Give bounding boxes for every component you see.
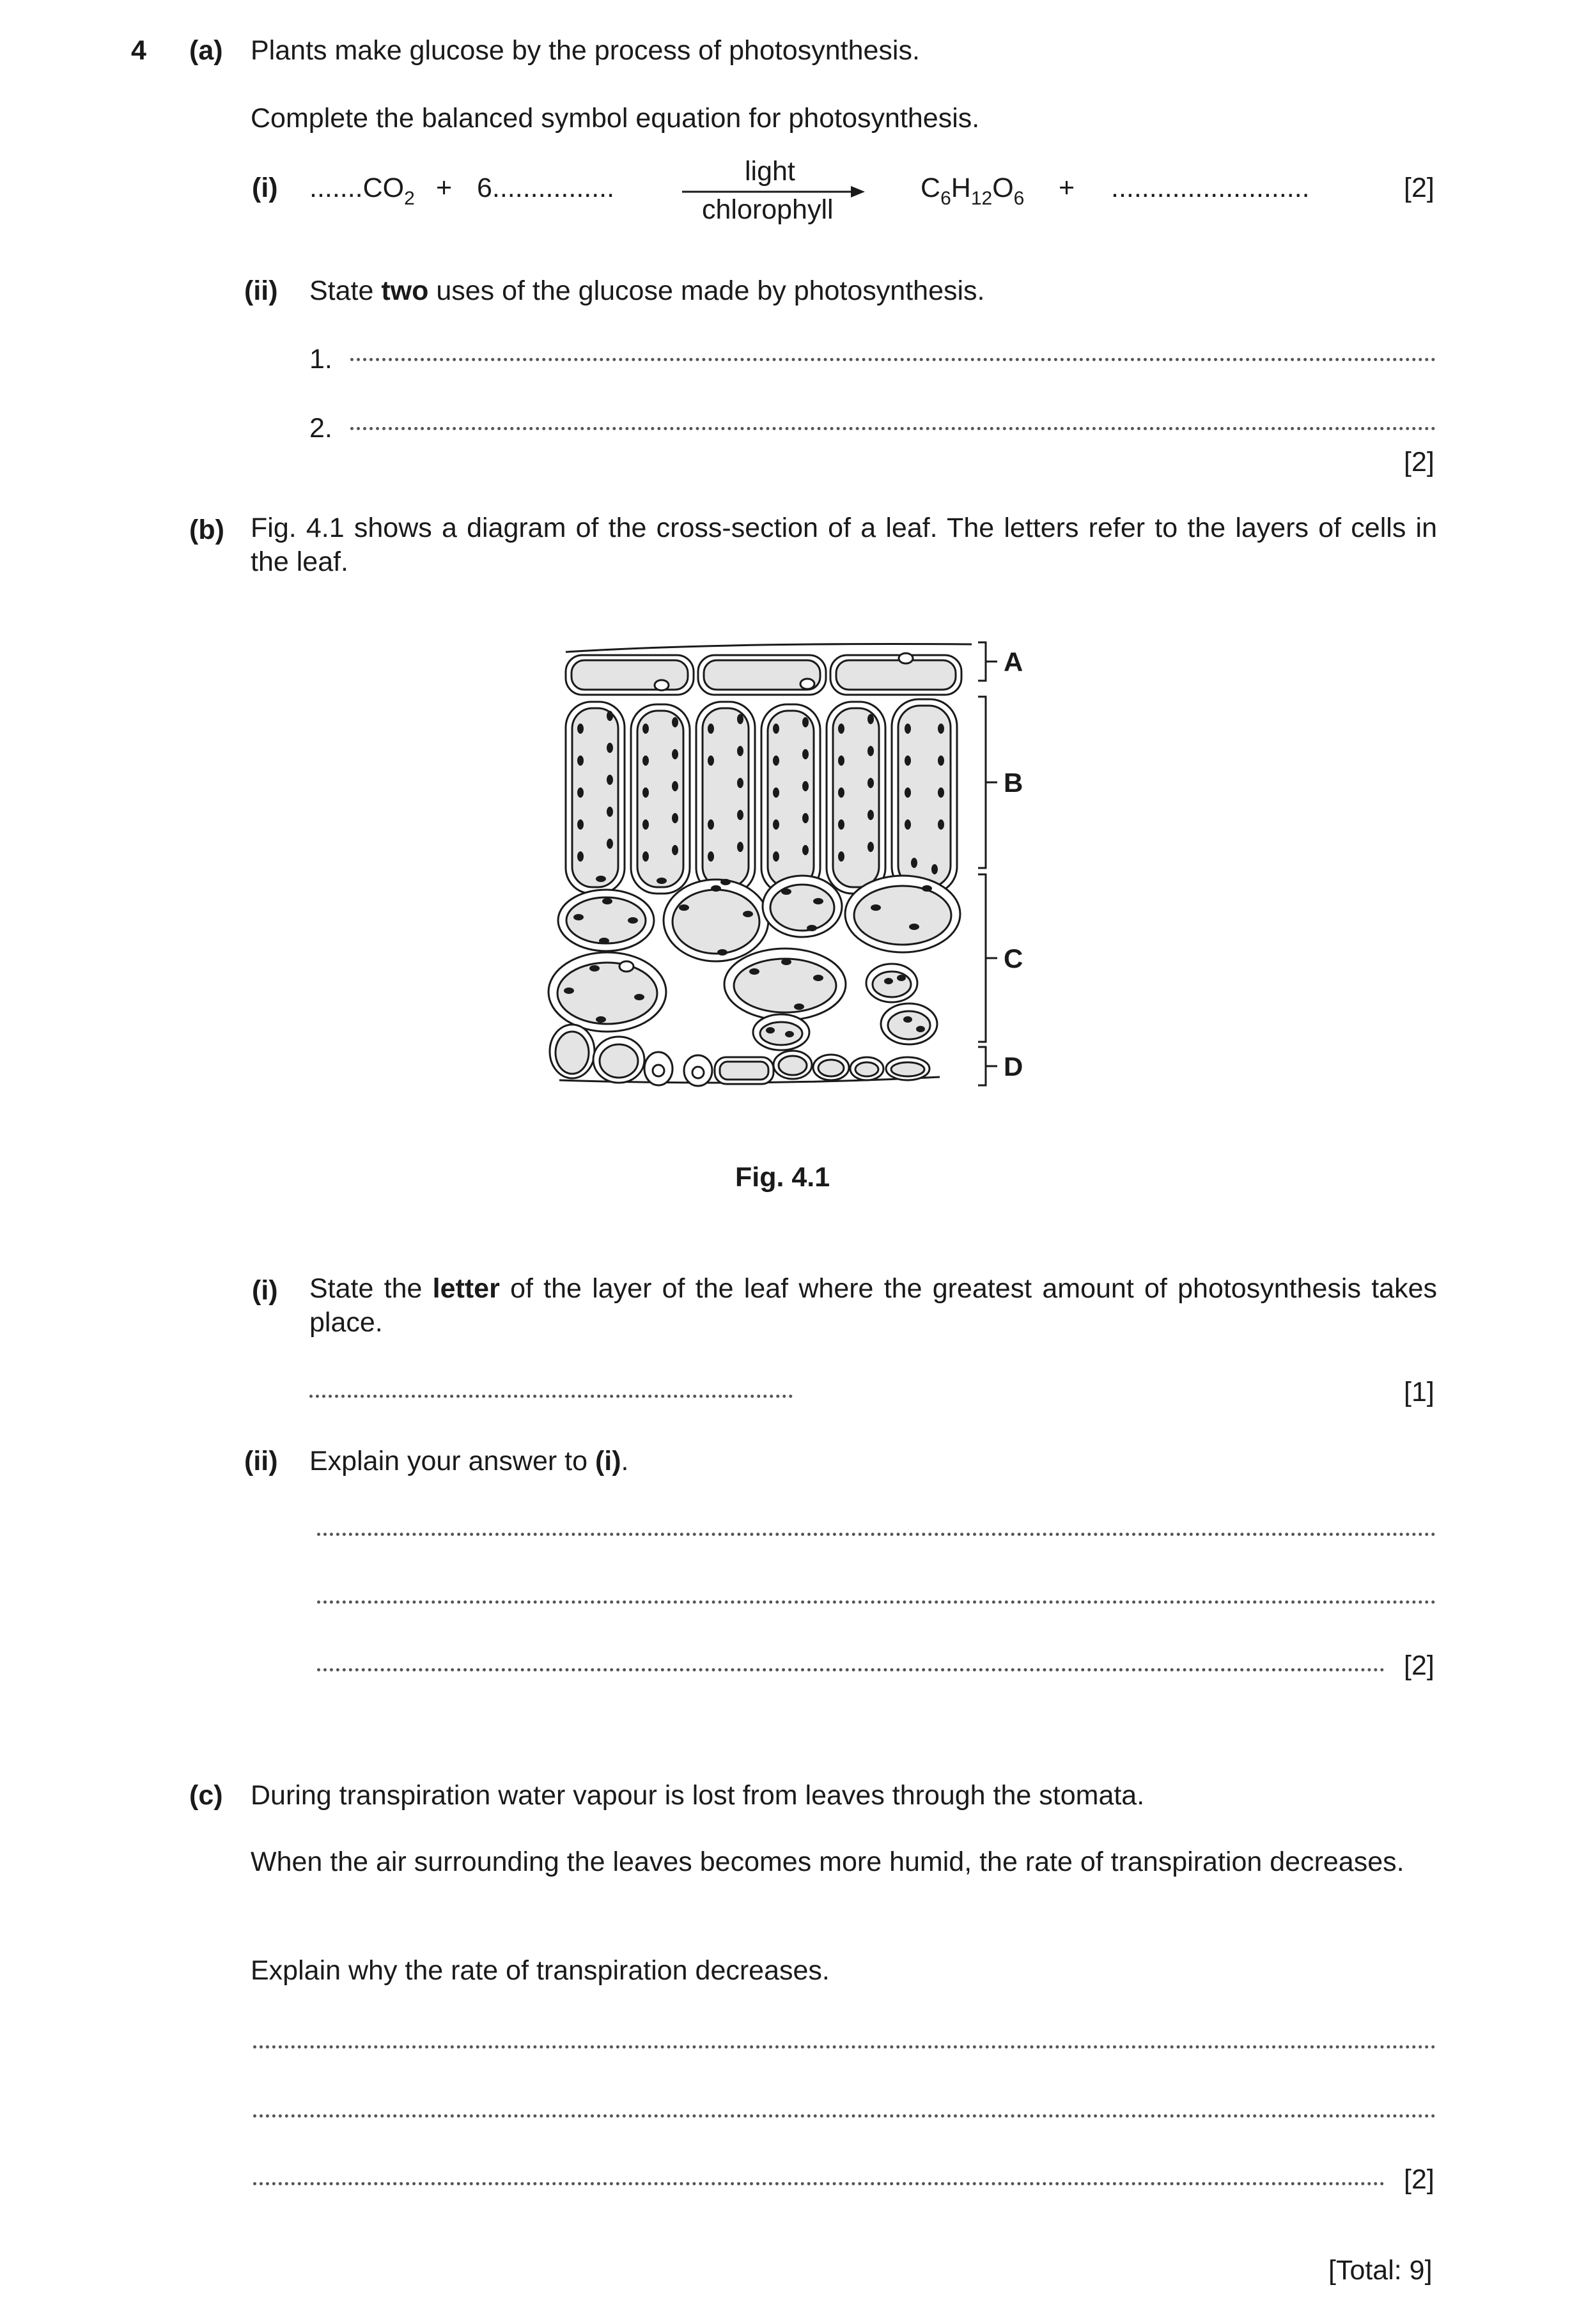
part-c-marks: [2] — [1404, 2164, 1434, 2195]
figure-caption: Fig. 4.1 — [735, 1162, 830, 1193]
part-a-intro: Plants make glucose by the process of photosynthesis. — [251, 35, 920, 66]
equation-lhs-second[interactable]: 6................ — [477, 173, 615, 203]
part-b-ii-answer-line-1[interactable] — [317, 1533, 1436, 1536]
arrow-condition-light: light — [745, 156, 795, 187]
part-c-question: Explain why the rate of transpiration decreases. — [251, 1955, 830, 1986]
part-b-i-answer-line[interactable] — [309, 1395, 793, 1398]
equation-glucose: $C_6H_{12}O_6$ — [921, 173, 1025, 209]
part-a-label: (a) — [189, 35, 223, 66]
part-a-ii-marks: [2] — [1404, 447, 1434, 477]
part-b-ii-answer-line-2[interactable] — [317, 1600, 1436, 1604]
part-c-intro: During transpiration water vapour is lost from leaves through the stomata. — [251, 1780, 1145, 1811]
answer-line-2[interactable] — [350, 427, 1436, 430]
equation-lhs-co2[interactable] — [309, 173, 415, 209]
layer-label-a: A — [1004, 647, 1023, 677]
part-a-instruction: Complete the balanced symbol equation for photosynthesis. — [251, 103, 980, 134]
layer-label-c: C — [1004, 943, 1023, 973]
co2-blank: .......CO — [309, 173, 405, 203]
part-b-i-text: State the letter of the layer of the leaf where the greatest amount of photosynthesis takes place. — [309, 1273, 1437, 1338]
part-b-ii-answer-line-3[interactable] — [317, 1668, 1385, 1671]
answer-line-1[interactable] — [350, 358, 1436, 361]
equation-rhs-blank[interactable]: .......................... — [1111, 173, 1310, 203]
part-c-context: When the air surrounding the leaves becomes more humid, the rate of transpiration decreases. — [251, 1847, 1404, 1877]
equation-plus-1: + — [436, 173, 453, 203]
part-a-ii-label: (ii) — [244, 275, 278, 306]
total-marks: [Total: 9] — [1328, 2255, 1433, 2286]
part-a-i-label: (i) — [252, 173, 278, 203]
part-b-i-label: (i) — [252, 1275, 278, 1306]
answer-line-2-number: 2. — [309, 413, 332, 444]
question-number: 4 — [131, 35, 146, 66]
equation-plus-2: + — [1059, 173, 1075, 203]
arrow-condition-chlorophyll: chlorophyll — [702, 194, 834, 225]
part-b-intro: Fig. 4.1 shows a diagram of the cross-section of a leaf. The letters refer to the layers of cells in the leaf. — [251, 513, 1437, 577]
part-b-i-marks: [1] — [1404, 1377, 1434, 1407]
part-b-ii-text: Explain your answer to (i). — [309, 1446, 629, 1476]
layer-label-b: B — [1004, 768, 1023, 798]
part-b-ii-marks: [2] — [1404, 1650, 1434, 1681]
part-c-label: (c) — [189, 1780, 223, 1811]
leaf-cross-section-diagram — [531, 633, 1055, 1106]
part-c-answer-line-1[interactable] — [253, 2045, 1436, 2049]
part-a-ii-text: State two uses of the glucose made by photosynthesis. — [309, 275, 985, 306]
answer-line-1-number: 1. — [309, 344, 332, 375]
co2-subscript: 2 — [404, 188, 415, 209]
part-b-label: (b) — [189, 515, 224, 545]
part-c-answer-line-3[interactable] — [253, 2182, 1385, 2185]
part-b-ii-label: (ii) — [244, 1446, 278, 1476]
part-a-i-marks: [2] — [1404, 173, 1434, 203]
layer-label-d: D — [1004, 1051, 1023, 1081]
part-c-answer-line-2[interactable] — [253, 2114, 1436, 2118]
